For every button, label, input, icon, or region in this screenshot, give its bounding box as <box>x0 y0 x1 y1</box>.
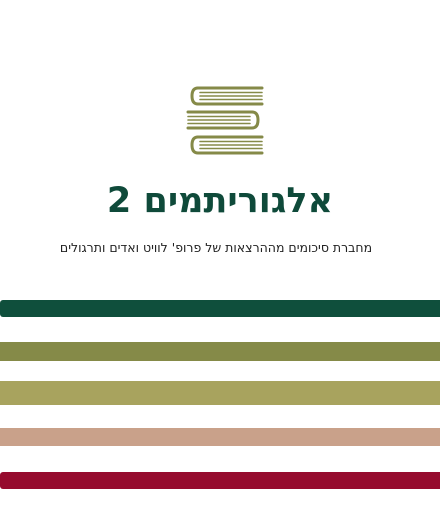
stripe-olive <box>0 342 440 361</box>
books-stack-icon <box>184 85 266 159</box>
stripe-green <box>0 300 440 317</box>
stripe-crimson <box>0 472 440 489</box>
stripe-khaki <box>0 381 440 405</box>
cover-subtitle: מחברת סיכומים מההרצאות של פרופ' לוויט ואדים ותרגולים <box>59 240 373 255</box>
stripe-tan <box>0 428 440 446</box>
cover-title: אלגוריתמים 2 <box>106 181 334 221</box>
